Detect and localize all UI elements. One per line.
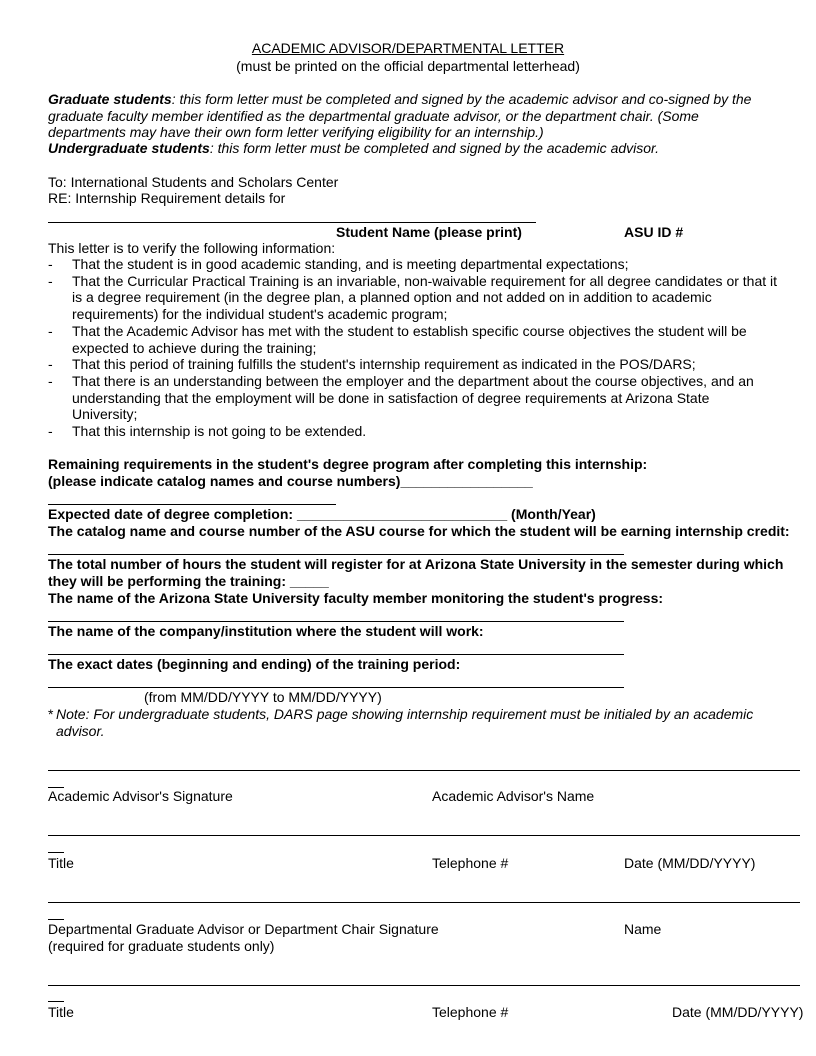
advisor-title-line[interactable] [48,835,800,836]
title-label: Title [48,855,74,871]
title-label: Title [48,1004,74,1020]
note-star: * [48,706,54,722]
exact-dates-label: The exact dates (beginning and ending) of the training period: [48,656,461,672]
company-line[interactable] [48,654,624,655]
undergraduate-label: Undergraduate students [48,140,210,156]
short-mark [48,852,64,853]
total-hours-label: The total number of hours the student will register for at Arizona State University in the semester during which [48,556,784,572]
list-item: - That the student is in good academic standing, and is meeting departmental expectations; [48,256,629,272]
student-name-label: Student Name (please print) [336,224,522,240]
remaining-requirements-label: Remaining requirements in the student's degree program after completing this internship: [48,456,648,472]
student-name-line[interactable] [48,222,536,223]
graduate-text: : this form letter must be completed and signed by the academic advisor and co-signed by the graduate faculty member identified as the departmental graduate advisor, or the department chair. (Some departments may have their own form letter verifying eligibility for an internship.) [48,91,752,140]
asu-id-label: ASU ID # [624,224,684,240]
list-item: - That the Academic Advisor has met with the student to establish specific course objectives the student will be expected to achieve during the training; [48,322,747,356]
undergraduate-note: Note: For undergraduate students, DARS page showing internship requirement must be initialed by an academic advisor. [56,706,754,739]
short-mark [48,919,64,920]
list-item: - That this period of training fulfills the student's internship requirement as indicated in the POS/DARS; [48,356,696,373]
advisor-signature-label: Academic Advisor's Signature [48,788,233,804]
faculty-member-line[interactable] [48,621,624,622]
date-label: Date (MM/DD/YYYY) [672,1004,804,1020]
list-item: - That this internship is not going to be extended. [48,423,367,440]
address-to: To: International Students and Scholars Center [48,174,339,190]
total-hours-field[interactable]: they will be performing the training: _____ [48,573,329,589]
dept-signature-line[interactable] [48,902,800,903]
exact-dates-line[interactable] [48,687,624,688]
undergraduate-text: : this form letter must be completed and signed by the academic advisor. [209,140,660,156]
short-mark [48,1001,64,1002]
dept-name-label: Name [624,921,662,937]
advisor-name-label: Academic Advisor's Name [432,788,595,804]
expected-date-field[interactable]: Expected date of degree completion: ___________________________ (Month/Year) [48,506,596,522]
catalog-course-label: The catalog name and course number of the ASU course for which the student will be earning internship credit: [48,523,790,539]
document-title: ACADEMIC ADVISOR/DEPARTMENTAL LETTER [251,40,565,56]
graduate-instructions [48,91,773,141]
document-subtitle: (must be printed on the official departmental letterhead) [236,58,580,74]
dept-signature-label: Departmental Graduate Advisor or Department Chair Signature [48,921,439,937]
company-label: The name of the company/institution where the student will work: [48,623,484,639]
date-format-hint: (from MM/DD/YYYY to MM/DD/YYYY) [144,689,382,705]
faculty-member-label: The name of the Arizona State University faculty member monitoring the student's progress: [48,590,664,606]
address-re: RE: Internship Requirement details for [48,190,286,206]
remaining-requirements-hint[interactable]: (please indicate catalog names and course numbers)_________________ [48,473,533,489]
undergraduate-instructions [48,140,659,157]
list-item: - That there is an understanding between the employer and the department about the course objectives, and an understanding that the employment will be done in satisfaction of degree requirements at Arizona State University; [48,372,754,423]
list-item: - That the Curricular Practical Training is an invariable, non-waivable requirement for all degree candidates or that it is a degree requirement (in the degree plan, a planned option and not added on in addition to academic requirements) for the individual student's academic program; [48,272,778,323]
telephone-label: Telephone # [432,855,509,871]
catalog-course-line[interactable] [48,554,624,555]
dept-note: (required for graduate students only) [48,938,275,954]
verification-list [48,256,778,440]
dept-title-line[interactable] [48,985,800,986]
advisor-signature-line[interactable] [48,770,800,771]
verification-intro: This letter is to verify the following information: [48,240,336,256]
remaining-requirements-line[interactable] [48,504,336,505]
graduate-label: Graduate students [48,91,172,107]
telephone-label: Telephone # [432,1004,509,1020]
date-label: Date (MM/DD/YYYY) [624,855,756,871]
